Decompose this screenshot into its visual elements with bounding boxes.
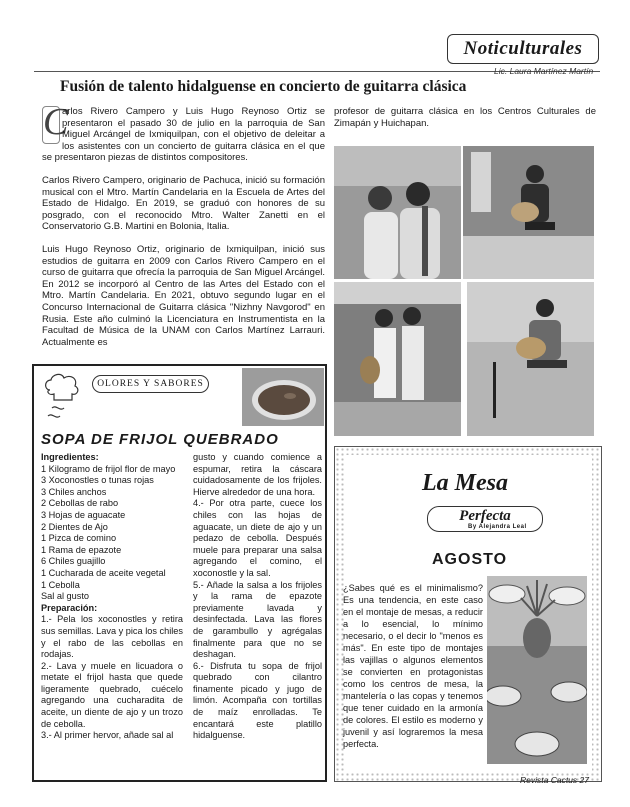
- ingredient-item: Sal al gusto: [41, 591, 90, 602]
- ingredient-item: 1 Rama de epazote: [41, 544, 122, 555]
- recipe-box: [32, 364, 327, 782]
- ingredient-item: 3 Hojas de aguacate: [41, 509, 126, 520]
- ingredient-item: 1 Cebolla: [41, 579, 80, 590]
- article-paragraph-3: Luis Hugo Reynoso Ortiz, originario de Ixmiquilpan, inició sus estudios de guitarra en 2009 con Carlos Rivero Campero en el curso de guitarra que ofrecía la parroquia de San Miguel Arcángel. En 2012 se incorporó al Centro de las Artes del Estado con el Mtro. Martín Candelaria. En 2021, obtuvo segundo lugar en el Concurso Internacional de Guitarra clásica "Nizhny Navgorod" en Rusia. Este año culminó la Licenciatura en Instrumentista en la Facultad de Música de la UNAM con Carlos Martínez Larrauri. Actualmente es: [42, 243, 325, 348]
- article-paragraph-2: Carlos Rivero Campero, originario de Pachuca, inició su formación musical con el Mtro. Martín Candelaria en la Escuela de Artes del Estado de Hidalgo. En 2019, se graduó con honores de su posgrado, con el reconocido Mtro. Walter Zanetti en el Conservatorio G.B. Martini en Bolonia, Italia.: [42, 174, 325, 233]
- mesa-title: La Mesa: [422, 470, 508, 496]
- recipe-step: 1.- Pela los xoconostles y retira sus semillas. Lava y pica los chiles y el rabo de las cebollas en rodajas.: [41, 614, 183, 660]
- recipe-title: SOPA DE FRIJOL QUEBRADO: [41, 431, 279, 448]
- recipe-step: 4.- Por otra parte, cuece los chiles con las hojas de aguacate, un diete de ajo y un pedazo de cebolla. Después muele para preparar una salsa agregando el comino, el xoconostle y la sal.: [193, 498, 322, 578]
- mesa-body: ¿Sabes qué es el minimalismo? Es una tendencia, en este caso en el montaje de mesas, a reducir a lo esencial, lo mínimo necesario, o el decir lo "menos es más". En este tipo de montajes las vajillas o algunos elementos se convierten en protagonistas como los centros de mesa, la mantelería o las copas y tenemos que tener cuidado en la armonía de colores. El estilo es moderno y juvenil y así lograremos la mesa perfecta.: [343, 583, 483, 749]
- ingredient-item: 2 Cebollas de rabo: [41, 498, 119, 509]
- photo-guitarist-seated: [467, 282, 594, 436]
- author-byline: Lic. Laura Martínez Martín: [494, 66, 594, 76]
- recipe-section-tag: OLORES Y SABORES: [92, 375, 209, 393]
- ingredient-item: 2 Dientes de Ajo: [41, 521, 108, 532]
- ingredient-item: 3 Chiles anchos: [41, 486, 107, 497]
- photo-bean-soup: [242, 368, 324, 426]
- photo-table-setting: [487, 576, 587, 764]
- ingredient-item: 1 Kilogramo de frijol flor de mayo: [41, 463, 176, 474]
- chef-hat-icon: [42, 372, 82, 422]
- ingredients-heading: Ingredientes:: [41, 452, 99, 462]
- page-footer: Revista Cactus 27: [520, 775, 589, 785]
- ingredient-item: 6 Chiles guajillo: [41, 556, 106, 567]
- ingredient-item: 1 Cucharada de aceite vegetal: [41, 567, 166, 578]
- recipe-step: 6.- Disfruta tu sopa de frijol quebrado con cilantro finamente picado y jugo de limón. Acompaña con tortillas de maíz enrolladas. Te encantará este platillo hidalguense.: [193, 660, 322, 741]
- section-title: Noticulturales: [447, 34, 599, 64]
- article-column-left: [42, 101, 325, 359]
- mesa-author: By Alejandra Leal: [468, 524, 527, 530]
- article-headline: Fusión de talento hidalguense en concierto de guitarra clásica: [60, 78, 467, 95]
- photo-duo-guitars: [334, 282, 461, 436]
- photo-guitarist-stage: [463, 146, 594, 279]
- article-paragraph-1: C arlos Rivero Campero y Luis Hugo Reynoso Ortiz se presentaron el pasado 30 de julio en la parroquia de San Miguel Arcángel de Ixmiquilpan, con el objetivo de deleitar a los asistentes con un concierto de guitarra clásica en el que se presentaron piezas de distintos compositores.: [42, 101, 325, 164]
- preparation-heading: Preparación:: [41, 602, 98, 613]
- recipe-column-left: [41, 452, 183, 742]
- mesa-subtitle: Perfecta: [427, 506, 543, 532]
- recipe-column-right: [193, 452, 322, 742]
- dropcap: C: [43, 101, 69, 143]
- recipe-step: 3.- Al primer hervor, añade sal al: [41, 730, 174, 741]
- recipe-step: 5.- Añade la salsa a los frijoles y la rama de epazote previamente lavada y desinfectada. Lava las flores de garambullo y agrégalas finalmente para que no se deshagan.: [193, 579, 322, 660]
- mesa-month: AGOSTO: [432, 551, 508, 568]
- recipe-step: 2.- Lava y muele en licuadora o metate el frijol hasta que quede ligeramente quebrado, cuécelo agregando una cucharadita de aceite, un diente de ajo y un trozo de cebolla.: [41, 660, 183, 729]
- recipe-step: gusto y cuando comience a espumar, retira la cáscara cuidadosamente de los frijoles. Hierve alrededor de una hora.: [193, 452, 322, 497]
- article-paragraph-4: profesor de guitarra clásica en los Centros Culturales de Zimapán y Huichapan.: [334, 106, 596, 129]
- ingredient-item: 3 Xoconostles o tunas rojas: [41, 475, 154, 486]
- ingredient-item: 1 Pizca de comino: [41, 533, 117, 544]
- photo-duo-portrait: [334, 146, 461, 279]
- article-column-right: [334, 106, 596, 140]
